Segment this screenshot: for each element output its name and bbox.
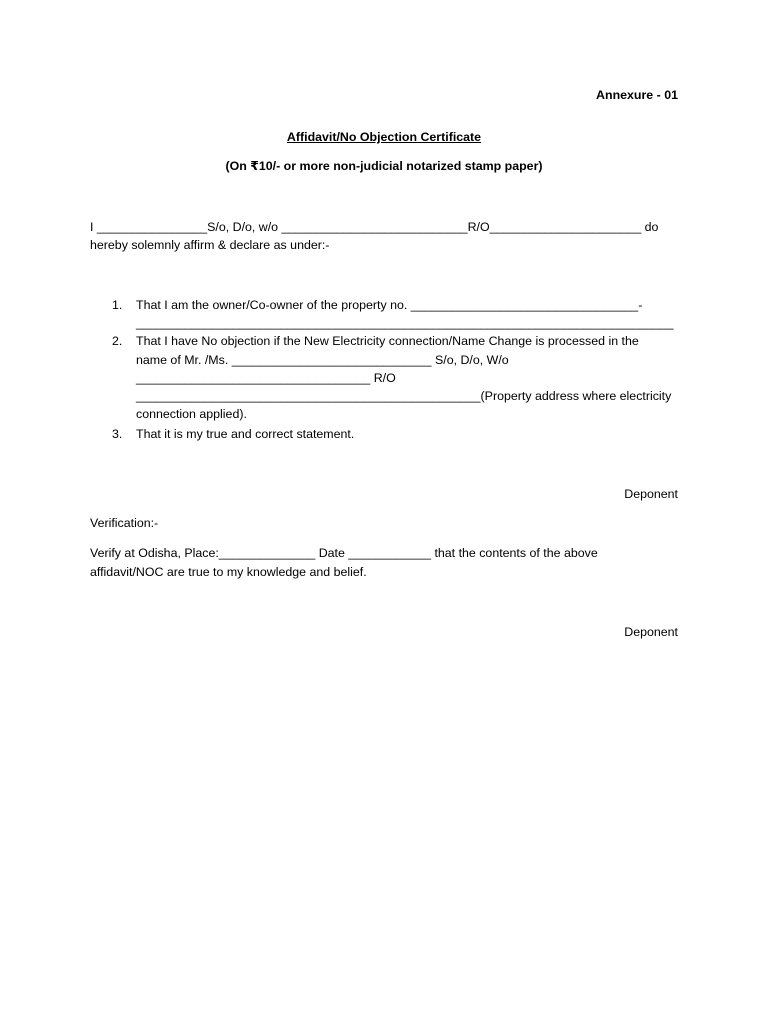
intro-line-1: I ________________S/o, D/o, w/o ___________________________R/O______________________ do (90, 220, 659, 234)
item-2-line-3: __________________________________ R/O (136, 371, 396, 385)
item-3-number: 3. (112, 427, 123, 441)
verification-heading: Verification:- (90, 516, 159, 530)
intro-line-2: hereby solemnly affirm & declare as under:- (90, 238, 330, 252)
item-1-line-2: ______________________________________________________________________________ (136, 316, 674, 330)
item-2-number: 2. (112, 334, 123, 348)
item-2-line-5: connection applied). (136, 407, 247, 421)
annexure-label: Annexure - 01 (596, 88, 678, 102)
document-title: Affidavit/No Objection Certificate (286, 130, 482, 144)
item-2-line-1: That I have No objection if the New Electricity connection/Name Change is processed in the (136, 334, 639, 348)
document-subtitle: (On ₹10/- or more non-judicial notarized stamp paper) (225, 159, 543, 173)
item-3-line-1: That it is my true and correct statement. (136, 427, 355, 441)
deponent-signature-1: Deponent (624, 487, 678, 501)
item-2-line-2: name of Mr. /Ms. _____________________________ S/o, D/o, W/o (136, 353, 509, 367)
deponent-signature-2: Deponent (624, 625, 678, 639)
item-2-line-4: __________________________________________________(Property address where electricity (136, 389, 672, 403)
verification-line-2: affidavit/NOC are true to my knowledge and belief. (90, 565, 367, 579)
verification-line-1: Verify at Odisha, Place:______________ Date ____________ that the contents of the above (90, 546, 598, 560)
item-1-number: 1. (112, 298, 123, 312)
item-1-line-1: That I am the owner/Co-owner of the property no. _________________________________- (136, 298, 643, 312)
